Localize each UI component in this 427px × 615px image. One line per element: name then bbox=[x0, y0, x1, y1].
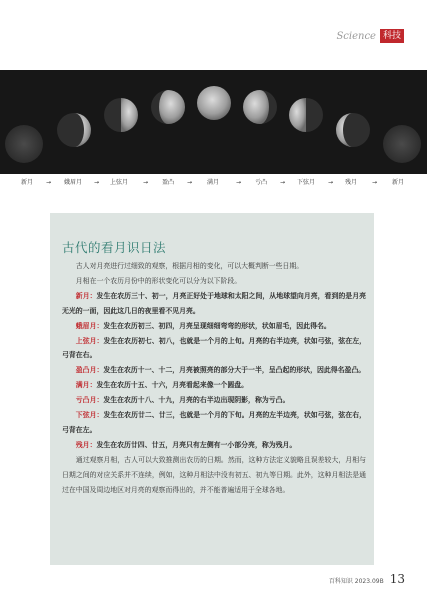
phase-arrow: → bbox=[94, 179, 100, 186]
phase-desc: 发生在农历初七、初八，也就是一个月的上旬。月亮的右半边亮，状如弓弦，弦在左，弓背在右。 bbox=[62, 336, 366, 360]
phase-desc: 发生在农历廿四、廿五，月亮只有左侧有一小部分亮，称为残月。 bbox=[96, 440, 297, 449]
phase-term: 亏凸月： bbox=[75, 396, 104, 405]
moon-phase-image bbox=[0, 70, 427, 174]
moon-waning-gibbous bbox=[243, 90, 277, 124]
phase-arrow: → bbox=[328, 179, 334, 186]
moon-third-quarter bbox=[289, 98, 323, 132]
section-header bbox=[336, 29, 404, 43]
phase-term: 下弦月： bbox=[75, 411, 104, 420]
phase-label: 娥眉月 bbox=[64, 179, 83, 186]
phase-paragraph bbox=[62, 438, 366, 453]
magazine-issue: 百科知识 2023.09B bbox=[328, 578, 384, 585]
phase-term: 蛾眉月： bbox=[75, 321, 104, 330]
page-number: 13 bbox=[389, 572, 405, 586]
phase-desc: 发生在农历十八、十九，月亮的右半边出现阴影，称为亏凸。 bbox=[103, 396, 290, 405]
phase-arrow: → bbox=[46, 179, 52, 186]
page-footer bbox=[329, 572, 405, 586]
phase-paragraph bbox=[62, 378, 366, 393]
phase-arrow: → bbox=[280, 179, 286, 186]
phase-desc: 发生在农历十一、十二，月亮被照亮的部分大于一半，呈凸起的形状，因此得名盈凸。 bbox=[103, 366, 366, 375]
panel-title: 古代的看月识日法 bbox=[62, 240, 167, 255]
phase-paragraph bbox=[62, 408, 366, 438]
section-label-en: Science bbox=[336, 30, 376, 42]
phase-term: 残月： bbox=[75, 440, 97, 449]
phase-desc: 发生在农历廿二、廿三，也就是一个月的下旬。月亮的左半边亮，状如弓弦，弦在右，弓背在左。 bbox=[62, 411, 366, 434]
phase-term: 满月： bbox=[75, 381, 97, 390]
phase-desc: 发生在农历十五、十六，月亮看起来像一个圆盘。 bbox=[96, 381, 249, 390]
moon-waning-crescent bbox=[336, 113, 370, 147]
phase-paragraph bbox=[62, 289, 366, 319]
phase-label: 残月 bbox=[345, 179, 358, 186]
phase-label: 亏凸 bbox=[255, 179, 268, 186]
phase-term: 新月： bbox=[75, 291, 97, 300]
moon-waxing-crescent bbox=[57, 113, 91, 147]
phase-label: 新月 bbox=[21, 179, 34, 186]
section-label-zh: 科技 bbox=[380, 29, 404, 43]
outro-paragraph: 通过观察月相，古人可以大致推测出农历的日期。然而，这种方法定义貌略且误差较大，月相与日期之间的对应关系并不连续，例如，这种月相法中没有初五、初九等日期。此外，这种月相法是通过在中国及周边地区对月亮的观察而得出的，并不能普遍适用于全球各地。 bbox=[62, 455, 366, 494]
phase-label: 满月 bbox=[207, 179, 220, 186]
info-panel bbox=[50, 213, 374, 565]
moon-new-left bbox=[5, 125, 43, 163]
moon-first-quarter bbox=[104, 98, 138, 132]
phase-label: 上弦月 bbox=[110, 179, 129, 186]
moon-phase-illustration bbox=[0, 70, 427, 174]
phase-term: 上弦月： bbox=[75, 336, 104, 345]
phase-paragraph bbox=[62, 393, 366, 408]
phase-desc: 发生在农历三十、初一，月亮正好处于地球和太阳之间，从地球望向月亮，看到的是月亮无光的一面，因此这几日的夜里看不见月亮。 bbox=[62, 291, 367, 315]
intro-paragraph: 月相在一个农历月份中的形状变化可以分为以下阶段。 bbox=[75, 276, 242, 285]
moon-waxing-gibbous bbox=[151, 90, 185, 124]
phase-term: 盈凸月： bbox=[75, 366, 104, 375]
phase-arrow: → bbox=[372, 179, 378, 186]
phase-paragraph bbox=[62, 363, 366, 378]
phase-paragraph bbox=[62, 334, 366, 364]
phase-label: 新月 bbox=[392, 179, 405, 186]
phase-label: 盈凸 bbox=[162, 179, 175, 186]
intro-paragraph: 古人对月亮进行过细致的观察，根据月相的变化，可以大概判断一些日期。 bbox=[75, 262, 304, 270]
phase-desc: 发生在农历初三、初四，月亮呈现细细弯弯的形状，状如眉毛，因此得名。 bbox=[103, 321, 331, 330]
phase-label: 下弦月 bbox=[297, 179, 316, 186]
moon-new-right bbox=[383, 125, 421, 163]
panel-body bbox=[62, 259, 366, 498]
moon-phase-labels bbox=[0, 177, 427, 189]
moon-full bbox=[197, 86, 231, 120]
phase-arrow: → bbox=[143, 179, 149, 186]
phase-arrow: → bbox=[187, 179, 193, 186]
phase-arrow: → bbox=[236, 179, 242, 186]
phase-paragraph bbox=[62, 319, 366, 334]
